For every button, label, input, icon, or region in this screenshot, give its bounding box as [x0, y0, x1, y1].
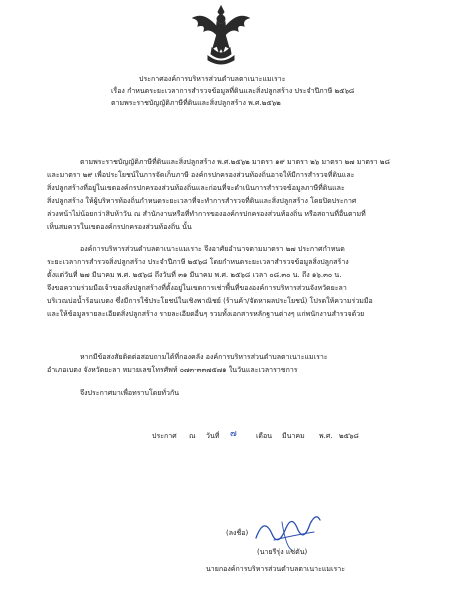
- subject-line-2: ตามพระราชบัญญัติภาษีที่ดินและสิ่งปลูกสร้าง พ.ศ.๒๕๖๒: [111, 99, 281, 107]
- para2-line-6: และให้ข้อมูลรายละเอียดสิ่งปลูกสร้าง รายละเอียดอื่นๆ รวมทั้งเอกสารหลักฐานต่างๆ แก่พนักงานสำรวจด้วย: [47, 310, 365, 318]
- para1-line-2: และมาตรา ๒๙ เพื่อประโยชน์ในการจัดเก็บภาษี องค์กรปกครองส่วนท้องถิ่นอาจให้มีการสำรวจที่ดินและ: [47, 171, 355, 179]
- garuda-emblem-icon: [190, 4, 252, 68]
- sign-label: (ลงชื่อ): [226, 529, 249, 537]
- para1-line-6: เห็นสมควรในเขตองค์กรปกครองส่วนท้องถิ่น นั้น: [47, 223, 192, 231]
- para2-line-3: ตั้งแต่วันที่ ๒๗ มีนาคม พ.ศ. ๒๕๖๘ ถึงวันที่ ๓๑ มีนาคม พ.ศ. ๒๕๖๘ เวลา ๐๘.๓๐ น. ถึง ๑๖.๓๐ น.: [47, 271, 342, 279]
- date-at: ณ: [189, 432, 196, 440]
- date-day-handwritten: ๗: [230, 429, 237, 439]
- date-year: ๒๕๖๘: [339, 432, 359, 440]
- para2-line-2: ระยะเวลาการสำรวจสิ่งปลูกสร้าง ประจำปีภาษี ๒๕๖๘ โดยกำหนดระยะเวลาสำรวจข้อมูลสิ่งปลูกสร้าง: [47, 258, 349, 266]
- para3-line-2: อำเภอเบตง จังหวัดยะลา หมายเลขโทรศัพท์ ๐๗๓-๓๓๗๕๗๑ ในวันและเวลาราชการ: [47, 366, 298, 374]
- date-year-label: พ.ศ.: [319, 432, 333, 440]
- signer-position: นายกองค์การบริหารส่วนตำบลตาเนาะแมเราะ: [206, 565, 345, 573]
- date-day-label: วันที่: [206, 432, 220, 440]
- subject-line-1: เรื่อง กำหนดระยะเวลาการสำรวจข้อมูลที่ดินและสิ่งปลูกสร้าง ประจำปีภาษี ๒๕๖๘: [111, 87, 355, 95]
- issuer-title: ประกาศองค์การบริหารส่วนตำบลตาเนาะแมเราะ: [139, 75, 286, 83]
- para2-line-5: บริเวณบ่อน้ำร้อนเบตง ซึ่งมีการใช้ประโยชน์ในเชิงพาณิชย์ (ร้านค้า/จัดหาผลประโยชน์) โปรดให้ความร่วมมือ: [47, 297, 373, 305]
- para2-line-4: จึงขอความร่วมมือเจ้าของสิ่งปลูกสร้างที่ตั้งอยู่ในเขตการเช่าพื้นที่ขององค์การบริหารส่วนจังหวัดยะลา: [47, 284, 347, 292]
- signer-name: (นายรีรุ่ง แซ่ตัน): [257, 548, 308, 556]
- closing-line: จึงประกาศมาเพื่อทราบโดยทั่วกัน: [80, 389, 180, 397]
- para2-line-1: องค์การบริหารส่วนตำบลตาเนาะแมเราะ จึงอาศัยอำนาจตามมาตรา ๒๗ ประกาศกำหนด: [80, 245, 345, 253]
- para1-line-3: สิ่งปลูกสร้างที่อยู่ในเขตองค์กรปกครองส่วนท้องถิ่นและก่อนที่จะดำเนินการสำรวจข้อมูลภาษีที่ดินและ: [47, 184, 345, 192]
- date-month-label: เดือน: [256, 432, 273, 440]
- para1-line-5: ล่วงหน้าไม่น้อยกว่าสิบห้าวัน ณ สำนักงานหรือที่ทำการขององค์กรปกครองส่วนท้องถิ่น หรือสถานที่อื่นตามที่: [47, 210, 366, 218]
- date-prefix: ประกาศ: [152, 432, 177, 440]
- para3-line-1: หากมีข้อสงสัยติดต่อสอบถามได้ที่กองคลัง องค์การบริหารส่วนตำบลตาเนาะแมเราะ: [80, 353, 328, 361]
- date-month: มีนาคม: [282, 432, 305, 440]
- para1-line-4: สิ่งปลูกสร้าง ให้ผู้บริหารท้องถิ่นกำหนดระยะเวลาที่จะทำการสำรวจที่ดินและสิ่งปลูกสร้าง โดยปิดประกาศ: [47, 197, 357, 205]
- para1-line-1: ตามพระราชบัญญัติภาษีที่ดินและสิ่งปลูกสร้าง พ.ศ.๒๕๖๒ มาตรา ๑๙ มาตรา ๒๖ มาตรา ๒๗ มาตรา ๒๘: [80, 158, 390, 166]
